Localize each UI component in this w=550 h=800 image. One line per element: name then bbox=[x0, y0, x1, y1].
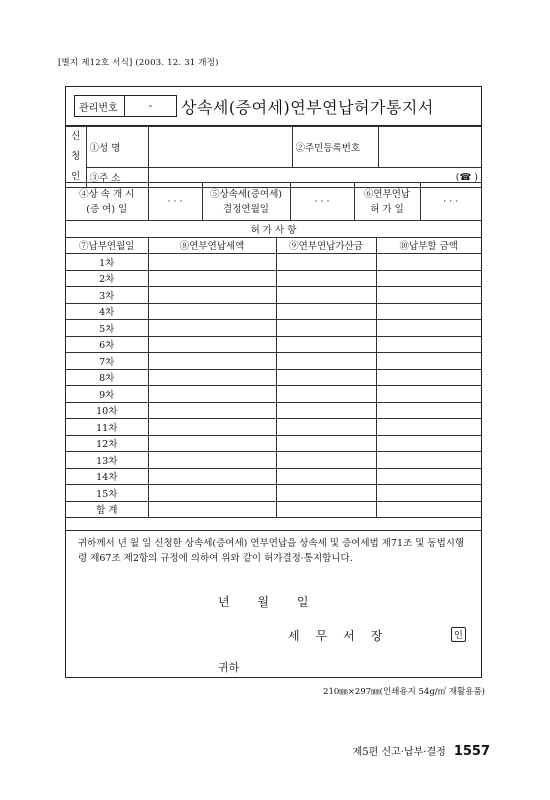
installment-cell[interactable] bbox=[376, 468, 481, 485]
permit-section-title: 허 가 사 항 bbox=[66, 221, 481, 238]
installment-cell[interactable] bbox=[148, 419, 276, 436]
table-row bbox=[66, 254, 481, 271]
installment-cell[interactable] bbox=[148, 452, 276, 469]
notice-paragraph: 귀하께서 년 월 일 신청한 상속세(증여세) 연부연납을 상속세 및 증여세법 제71조 및 동법시행령 제67조 제2항의 규정에 의하여 위와 같이 허가결정·통지합니다. bbox=[78, 538, 465, 564]
installment-label: 4차 bbox=[66, 303, 148, 320]
installment-cell[interactable] bbox=[148, 369, 276, 386]
installment-label: 2차 bbox=[66, 270, 148, 287]
installment-cell[interactable] bbox=[276, 254, 376, 271]
installment-cell[interactable] bbox=[276, 369, 376, 386]
installment-cell[interactable] bbox=[276, 303, 376, 320]
installment-cell[interactable] bbox=[376, 303, 481, 320]
installment-label: 10차 bbox=[66, 402, 148, 419]
installment-cell[interactable] bbox=[148, 336, 276, 353]
installment-label: 3차 bbox=[66, 287, 148, 304]
installment-cell[interactable] bbox=[276, 336, 376, 353]
tax-office-name: 세무서장 bbox=[288, 629, 399, 643]
installment-label: 7차 bbox=[66, 353, 148, 370]
installment-cell[interactable] bbox=[376, 402, 481, 419]
installment-cell[interactable] bbox=[376, 353, 481, 370]
installment-cell[interactable] bbox=[276, 435, 376, 452]
decision-date-field[interactable]: · · · bbox=[290, 183, 354, 221]
total-label: 합 계 bbox=[66, 501, 148, 518]
total-cell[interactable] bbox=[148, 501, 276, 518]
dates-table bbox=[66, 182, 481, 221]
installment-label: 1차 bbox=[66, 254, 148, 271]
installment-cell[interactable] bbox=[276, 452, 376, 469]
form-title: 상속세(증여세)연부연납허가통지서 bbox=[181, 98, 434, 117]
table-row bbox=[66, 402, 481, 419]
installment-label: 8차 bbox=[66, 369, 148, 386]
column-header: ⑨연부연납가산금 bbox=[276, 237, 376, 254]
name-field[interactable] bbox=[148, 127, 292, 168]
table-row bbox=[66, 353, 481, 370]
name-label: ①성 명 bbox=[86, 127, 148, 168]
applicant-table bbox=[66, 126, 481, 188]
installment-label: 5차 bbox=[66, 320, 148, 337]
rrn-label: ②주민등록번호 bbox=[292, 127, 378, 168]
installment-cell[interactable] bbox=[276, 402, 376, 419]
permit-date-field[interactable]: · · · bbox=[420, 183, 481, 221]
installment-cell[interactable] bbox=[276, 320, 376, 337]
installment-cell[interactable] bbox=[376, 419, 481, 436]
installment-cell[interactable] bbox=[376, 369, 481, 386]
installment-cell[interactable] bbox=[148, 303, 276, 320]
rrn-field[interactable] bbox=[378, 127, 481, 168]
installment-cell[interactable] bbox=[148, 254, 276, 271]
installment-cell[interactable] bbox=[276, 270, 376, 287]
table-row bbox=[66, 369, 481, 386]
total-row bbox=[66, 501, 481, 518]
installment-cell[interactable] bbox=[376, 287, 481, 304]
installment-cell[interactable] bbox=[148, 287, 276, 304]
installment-cell[interactable] bbox=[148, 435, 276, 452]
paper-size-note: 210㎜×297㎜(인쇄용지 54g/㎡ 재활용품) bbox=[323, 687, 485, 697]
chapter-label: 제5편 신고·납부·결정 bbox=[352, 747, 446, 758]
management-number-box bbox=[74, 95, 177, 117]
seal-stamp: 인 bbox=[451, 627, 466, 642]
applicant-side-label: 신 청 인 bbox=[66, 127, 86, 188]
table-row bbox=[66, 468, 481, 485]
column-header: ⑦납부연월일 bbox=[66, 237, 148, 254]
permit-date-label: ⑥연부연납 허 가 일 bbox=[354, 183, 420, 221]
installment-cell[interactable] bbox=[376, 386, 481, 403]
installment-cell[interactable] bbox=[276, 386, 376, 403]
installment-label: 15차 bbox=[66, 485, 148, 502]
installment-cell[interactable] bbox=[276, 287, 376, 304]
column-header-row bbox=[66, 237, 481, 254]
table-row bbox=[66, 485, 481, 502]
installment-cell[interactable] bbox=[376, 336, 481, 353]
installment-cell[interactable] bbox=[376, 435, 481, 452]
phone-field: (☎ ) bbox=[455, 171, 478, 183]
notice-date-line: 년 월 일 bbox=[218, 595, 309, 609]
notice-section bbox=[66, 530, 481, 680]
installment-cell[interactable] bbox=[148, 402, 276, 419]
installment-cell[interactable] bbox=[376, 452, 481, 469]
total-cell[interactable] bbox=[276, 501, 376, 518]
permit-notice-form bbox=[65, 86, 482, 678]
table-row bbox=[66, 320, 481, 337]
installment-cell[interactable] bbox=[276, 419, 376, 436]
installment-table bbox=[66, 220, 481, 518]
installment-label: 6차 bbox=[66, 336, 148, 353]
installment-cell[interactable] bbox=[376, 270, 481, 287]
installment-cell[interactable] bbox=[276, 353, 376, 370]
installment-label: 11차 bbox=[66, 419, 148, 436]
installment-cell[interactable] bbox=[276, 485, 376, 502]
installment-cell[interactable] bbox=[376, 485, 481, 502]
table-row bbox=[66, 452, 481, 469]
form-reference: [별지 제12호 서식] (2003. 12. 31 개정) bbox=[58, 58, 219, 68]
title-row bbox=[66, 87, 481, 126]
table-row bbox=[66, 303, 481, 320]
installment-label: 9차 bbox=[66, 386, 148, 403]
installment-cell[interactable] bbox=[276, 468, 376, 485]
installment-cell[interactable] bbox=[148, 468, 276, 485]
total-cell[interactable] bbox=[376, 501, 481, 518]
inheritance-start-field[interactable]: · · · bbox=[148, 183, 202, 221]
installment-cell[interactable] bbox=[376, 254, 481, 271]
installment-label: 13차 bbox=[66, 452, 148, 469]
decision-date-label: ⑤상속세(증여세) 결정연월일 bbox=[202, 183, 290, 221]
table-row bbox=[66, 419, 481, 436]
table-row bbox=[66, 287, 481, 304]
installment-label: 12차 bbox=[66, 435, 148, 452]
table-row bbox=[66, 336, 481, 353]
addressee-suffix: 귀하 bbox=[218, 661, 240, 674]
management-number-label: 관리번호 bbox=[75, 96, 125, 116]
column-header: ⑩납부할 금액 bbox=[376, 237, 481, 254]
page-number: 1557 bbox=[453, 744, 490, 759]
address-label: ③주 소 bbox=[86, 167, 148, 187]
installment-cell[interactable] bbox=[148, 386, 276, 403]
installment-rows bbox=[66, 254, 481, 518]
installment-label: 14차 bbox=[66, 468, 148, 485]
installment-cell[interactable] bbox=[148, 320, 276, 337]
inheritance-start-label: ④상 속 개 시 (증 여) 일 bbox=[66, 183, 148, 221]
installment-cell[interactable] bbox=[148, 485, 276, 502]
installment-cell[interactable] bbox=[376, 320, 481, 337]
management-number-field[interactable]: - bbox=[148, 100, 153, 112]
column-header: ⑧연부연납세액 bbox=[148, 237, 276, 254]
page-footer bbox=[353, 743, 490, 759]
table-row bbox=[66, 386, 481, 403]
installment-cell[interactable] bbox=[148, 353, 276, 370]
table-row bbox=[66, 435, 481, 452]
installment-cell[interactable] bbox=[148, 270, 276, 287]
table-row bbox=[66, 270, 481, 287]
